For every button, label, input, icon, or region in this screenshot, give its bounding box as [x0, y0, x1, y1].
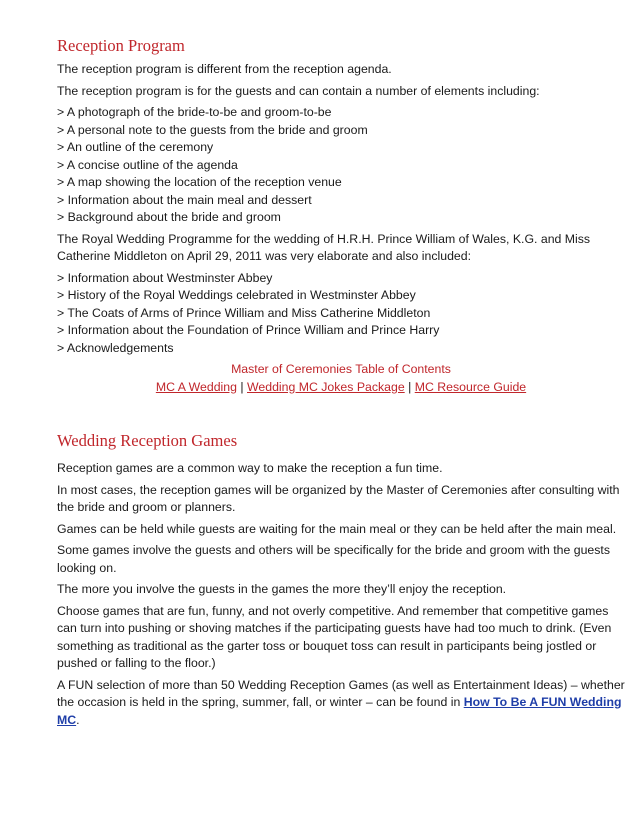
- toc-links: [57, 379, 625, 397]
- paragraph: Games can be held while guests are waiting for the main meal or they can be held after the main meal.: [57, 521, 617, 536]
- list-item: > The Coats of Arms of Prince William and Miss Catherine Middleton: [57, 305, 625, 323]
- paragraph: Choose games that are fun, funny, and not overly competitive. And remember that competitive games can turn into pushing or shoving matches if the participating guests have had too much to drink. (Even something as traditional as the garter toss or bouquet toss can result in participants being jostled or pushed or falling to the floor.): [57, 603, 612, 670]
- paragraph: The Royal Wedding Programme for the wedding of H.R.H. Prince William of Wales, K.G. and Miss Catherine Middleton on April 29, 2011 was very elaborate and also included:: [57, 231, 591, 263]
- section-heading-wedding-reception-games: Wedding Reception Games: [57, 431, 238, 450]
- list-item: > Information about the main meal and dessert: [57, 192, 625, 210]
- paragraph-final: [57, 677, 625, 730]
- list-item: > Acknowledgements: [57, 340, 625, 358]
- toc-link-jokes-package[interactable]: Wedding MC Jokes Package: [247, 379, 405, 394]
- paragraph: In most cases, the reception games will be organized by the Master of Ceremonies after consulting with the bride and groom or planners.: [57, 482, 620, 514]
- program-elements-list: [57, 104, 625, 227]
- list-item: > A photograph of the bride-to-be and groom-to-be: [57, 104, 625, 122]
- royal-items-list: [57, 270, 625, 358]
- paragraph: Reception games are a common way to make the reception a fun time.: [57, 461, 443, 475]
- final-period: .: [76, 712, 80, 727]
- list-item: > Information about the Foundation of Prince William and Prince Harry: [57, 322, 625, 340]
- separator: |: [240, 379, 244, 394]
- list-item: > Information about Westminster Abbey: [57, 270, 625, 288]
- section-heading-reception-program: Reception Program: [57, 36, 185, 55]
- toc-link-mc-a-wedding[interactable]: MC A Wedding: [155, 379, 237, 394]
- list-item: > An outline of the ceremony: [57, 139, 625, 157]
- paragraph: The more you involve the guests in the games the more they’ll enjoy the reception.: [57, 582, 507, 596]
- list-item: > A map showing the location of the reception venue: [57, 174, 625, 192]
- link-how-to-be-a-fun-wedding-mc[interactable]: How To Be A FUN Wedding MC: [57, 695, 622, 727]
- list-item: > A concise outline of the agenda: [57, 157, 625, 175]
- final-text: A FUN selection of more than 50 Wedding Reception Games (as well as Entertainment Ideas) – whether the occasion is held in the spring, summer, fall, or winter – can be found in: [57, 677, 625, 709]
- separator: |: [408, 379, 412, 394]
- toc-link-resource-guide[interactable]: MC Resource Guide: [414, 379, 527, 394]
- paragraph: Some games involve the guests and others will be specifically for the bride and groom with the guests looking on.: [57, 543, 610, 575]
- reception-program-body: [57, 61, 625, 396]
- list-item: > History of the Royal Weddings celebrated in Westminster Abbey: [57, 287, 625, 305]
- list-item: > Background about the bride and groom: [57, 209, 625, 227]
- toc-title: Master of Ceremonies Table of Contents: [231, 362, 451, 376]
- paragraph: The reception program is different from the reception agenda.: [57, 62, 392, 76]
- list-item: > A personal note to the guests from the bride and groom: [57, 122, 625, 140]
- reception-games-body: [57, 460, 625, 733]
- paragraph: The reception program is for the guests and can contain a number of elements including:: [57, 83, 540, 98]
